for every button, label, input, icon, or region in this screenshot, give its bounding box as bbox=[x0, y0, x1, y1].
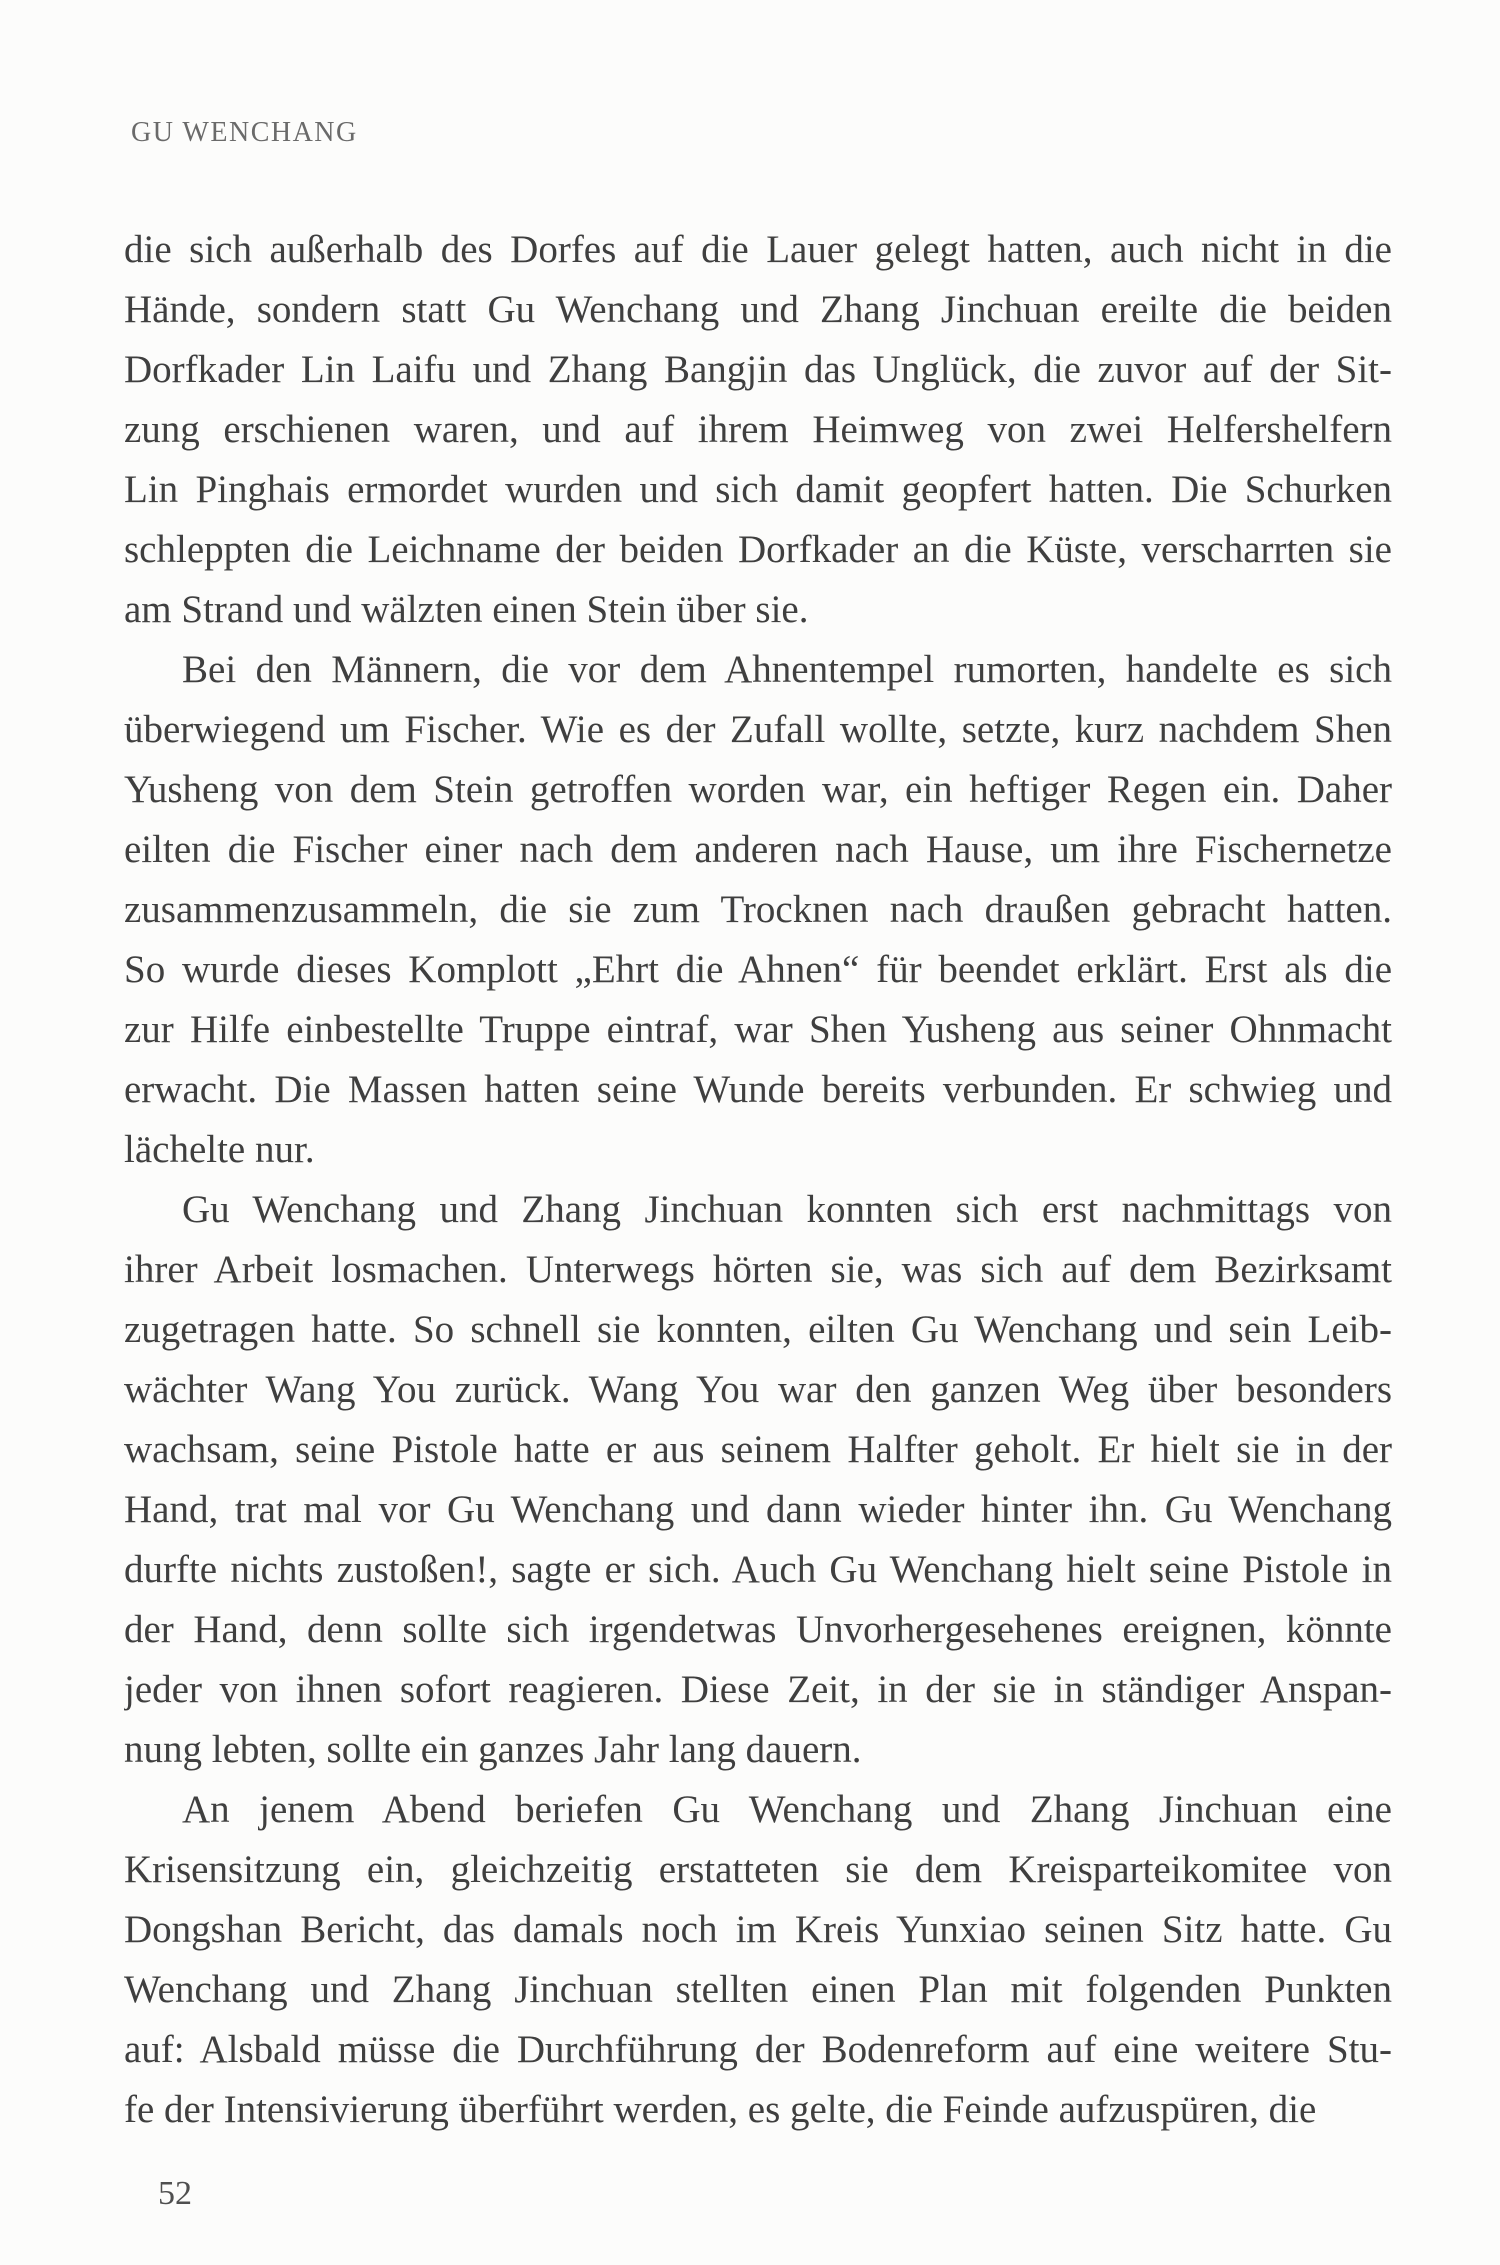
text-line: Wenchang und Zhang Jinchuan stellten einen Plan mit folgenden Punkten bbox=[124, 1968, 1392, 2011]
text-line: eilten die Fischer einer nach dem anderen nach Hause, um ihre Fischernetze bbox=[124, 828, 1392, 871]
text-line: So wurde dieses Komplott „Ehrt die Ahnen“ für beendet erklärt. Erst als die bbox=[124, 948, 1392, 991]
text-line: zusammenzusammeln, die sie zum Trocknen nach draußen gebracht hatten. bbox=[124, 888, 1392, 931]
text-line: zung erschienen waren, und auf ihrem Heimweg von zwei Helfershelfern bbox=[124, 408, 1392, 451]
text-line: zur Hilfe einbestellte Truppe eintraf, war Shen Yusheng aus seiner Ohnmacht bbox=[124, 1008, 1392, 1051]
paragraph bbox=[124, 1180, 1392, 1780]
text-line: Hände, sondern statt Gu Wenchang und Zhang Jinchuan ereilte die beiden bbox=[124, 288, 1392, 331]
text-line: erwacht. Die Massen hatten seine Wunde bereits verbunden. Er schwieg und bbox=[124, 1068, 1392, 1111]
text-line: am Strand und wälzten einen Stein über sie. bbox=[124, 588, 809, 631]
text-line: Lin Pinghais ermordet wurden und sich damit geopfert hatten. Die Schurken bbox=[124, 468, 1392, 511]
text-line: An jenem Abend beriefen Gu Wenchang und Zhang Jinchuan eine bbox=[182, 1788, 1392, 1831]
text-line: Hand, trat mal vor Gu Wenchang und dann wieder hinter ihn. Gu Wenchang bbox=[124, 1488, 1392, 1531]
text-line: Yusheng von dem Stein getroffen worden war, ein heftiger Regen ein. Daher bbox=[124, 768, 1392, 811]
text-line: jeder von ihnen sofort reagieren. Diese Zeit, in der sie in ständiger Anspan- bbox=[124, 1668, 1392, 1711]
text-line: Gu Wenchang und Zhang Jinchuan konnten sich erst nachmittags von bbox=[182, 1188, 1392, 1231]
paragraph bbox=[124, 1780, 1392, 2140]
text-line: durfte nichts zustoßen!, sagte er sich. Auch Gu Wenchang hielt seine Pistole in bbox=[124, 1548, 1392, 1591]
text-line: zugetragen hatte. So schnell sie konnten, eilten Gu Wenchang und sein Leib- bbox=[124, 1308, 1392, 1351]
paragraph bbox=[124, 220, 1392, 640]
text-line: nung lebten, sollte ein ganzes Jahr lang dauern. bbox=[124, 1728, 862, 1771]
text-line: Bei den Männern, die vor dem Ahnentempel rumorten, handelte es sich bbox=[182, 648, 1392, 691]
text-line: Dongshan Bericht, das damals noch im Kreis Yunxiao seinen Sitz hatte. Gu bbox=[124, 1908, 1392, 1951]
text-line: schleppten die Leichname der beiden Dorfkader an die Küste, verscharrten sie bbox=[124, 528, 1392, 571]
page-body bbox=[124, 220, 1392, 2140]
text-line: der Hand, denn sollte sich irgendetwas Unvorhergesehenes ereignen, könnte bbox=[124, 1608, 1392, 1651]
text-line: Dorfkader Lin Laifu und Zhang Bangjin das Unglück, die zuvor auf der Sit- bbox=[124, 348, 1392, 391]
text-line: lächelte nur. bbox=[124, 1128, 315, 1171]
running-header: GU WENCHANG bbox=[131, 117, 358, 148]
text-line: Krisensitzung ein, gleichzeitig erstatteten sie dem Kreisparteikomitee von bbox=[124, 1848, 1392, 1891]
text-line: auf: Alsbald müsse die Durchführung der Bodenreform auf eine weitere Stu- bbox=[124, 2028, 1392, 2071]
text-line: wachsam, seine Pistole hatte er aus seinem Halfter geholt. Er hielt sie in der bbox=[124, 1428, 1392, 1471]
text-line: ihrer Arbeit losmachen. Unterwegs hörten sie, was sich auf dem Bezirksamt bbox=[124, 1248, 1392, 1291]
paragraph bbox=[124, 640, 1392, 1180]
text-line: überwiegend um Fischer. Wie es der Zufall wollte, setzte, kurz nachdem Shen bbox=[124, 708, 1392, 751]
text-line: wächter Wang You zurück. Wang You war den ganzen Weg über besonders bbox=[124, 1368, 1392, 1411]
page-number: 52 bbox=[158, 2175, 192, 2212]
text-line: die sich außerhalb des Dorfes auf die Lauer gelegt hatten, auch nicht in die bbox=[124, 228, 1392, 271]
text-line: fe der Intensivierung überführt werden, es gelte, die Feinde aufzuspüren, die bbox=[124, 2088, 1317, 2131]
